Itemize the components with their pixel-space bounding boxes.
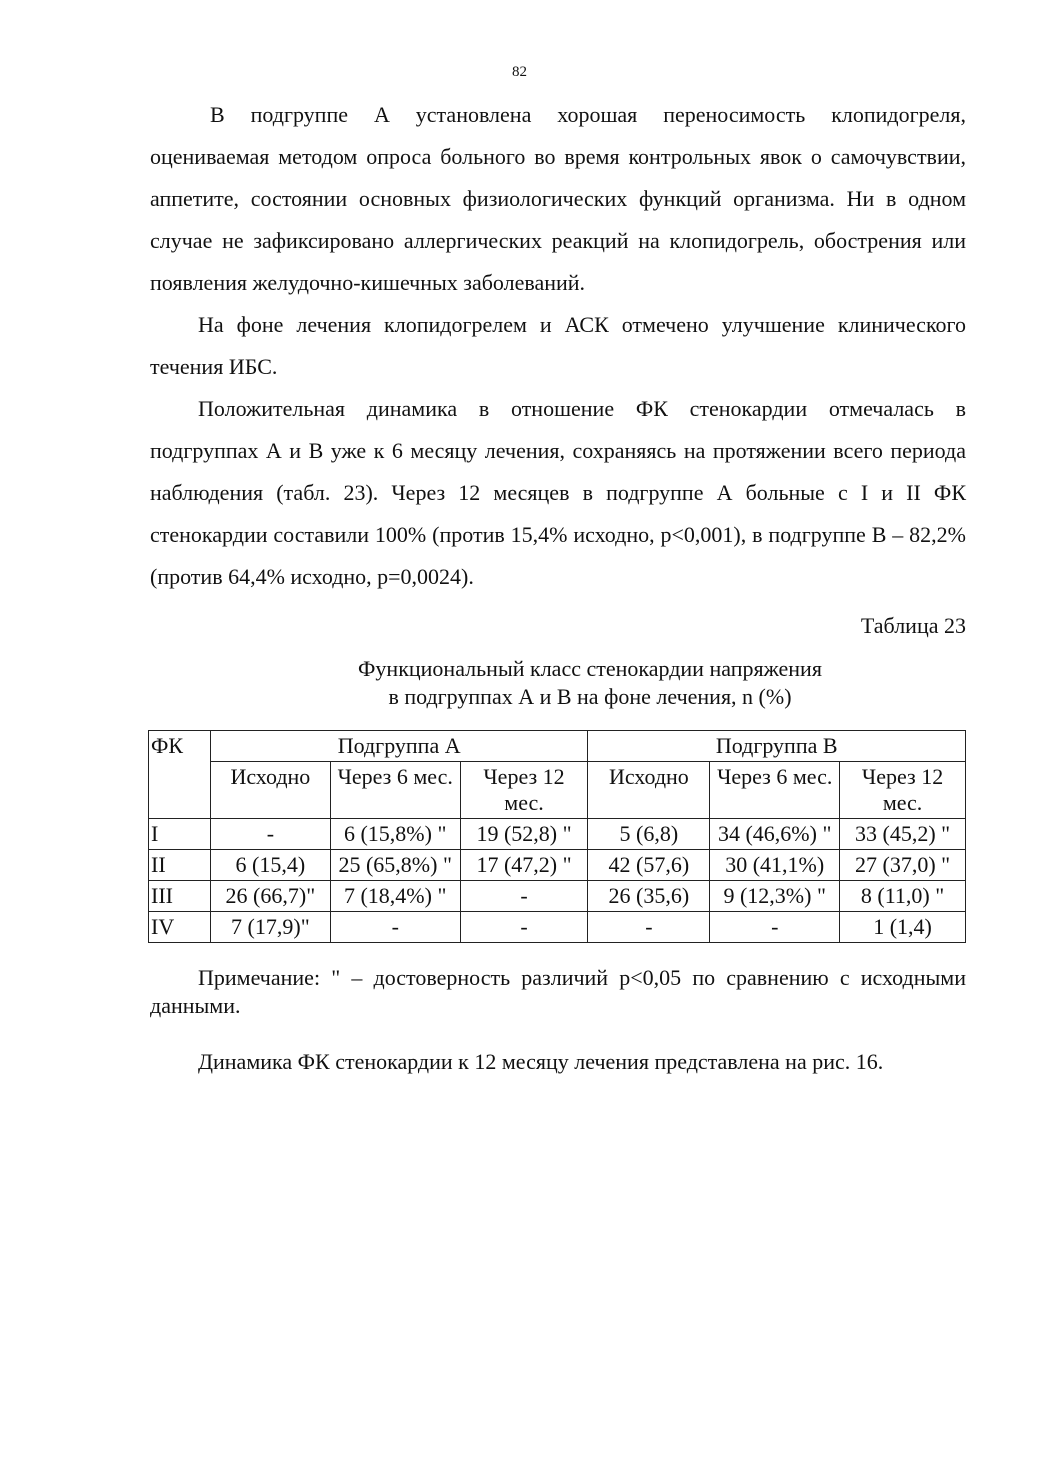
angina-class-table [148,730,966,943]
cell-b-12-months: 8 (11,0) " [840,881,966,912]
table-row [149,850,966,881]
cell-b-6-months: 30 (41,1%) [710,850,840,881]
header-group-b: Подгруппа В [588,731,966,762]
cell-b-baseline: 26 (35,6) [588,881,710,912]
header-a-6-months: Через 6 мес. [330,762,460,819]
cell-b-6-months: 9 (12,3%) " [710,881,840,912]
cell-a-6-months: 6 (15,8%) " [330,819,460,850]
header-group-a: Подгруппа А [210,731,588,762]
row-fk: I [149,819,211,850]
paragraph-dynamics: Положительная динамика в отношение ФК стенокардии отмечалась в подгруппах А и В уже к 6 месяцу лечения, сохраняясь на протяжении всего периода наблюдения (табл. 23). Через 12 месяцев в подгруппе А больные с I и II ФК стенокардии составили 100% (против 15,4% исходно, p<0,001), в подгруппе В – 82,2% (против 64,4% исходно, p=0,0024). [150,396,966,589]
cell-a-baseline: 7 (17,9)" [210,912,330,943]
paragraph-clinical-course: На фоне лечения клопидогрелем и АСК отмечено улучшение клинического течения ИБС. [150,312,966,379]
cell-a-12-months: - [460,912,588,943]
cell-a-6-months: 7 (18,4%) " [330,881,460,912]
cell-a-6-months: - [330,912,460,943]
row-fk: IV [149,912,211,943]
cell-a-6-months: 25 (65,8%) " [330,850,460,881]
table-note: Примечание: " – достоверность различий p<0,05 по сравнению с исходными данными. [150,965,966,1018]
cell-b-12-months: 1 (1,4) [840,912,966,943]
row-fk: III [149,881,211,912]
header-b-baseline: Исходно [588,762,710,819]
header-a-12-months: Через 12 мес. [460,762,588,819]
cell-a-baseline: 6 (15,4) [210,850,330,881]
cell-a-12-months: - [460,881,588,912]
cell-b-baseline: - [588,912,710,943]
table-header-row-groups [149,731,966,762]
header-a-baseline: Исходно [210,762,330,819]
cell-b-12-months: 27 (37,0) " [840,850,966,881]
page-number: 82 [512,64,527,80]
cell-b-12-months: 33 (45,2) " [840,819,966,850]
table-title [240,655,940,711]
cell-a-12-months: 17 (47,2) " [460,850,588,881]
cell-a-12-months: 19 (52,8) " [460,819,588,850]
table-row [149,819,966,850]
table-row [149,912,966,943]
cell-b-6-months: - [710,912,840,943]
table-title-line-2: в подгруппах А и В на фоне лечения, n (%) [388,684,792,709]
cell-a-baseline: - [210,819,330,850]
paragraph-tolerability: В подгруппе А установлена хорошая переносимость клопидогреля, оцениваемая методом опроса больного во время контрольных явок о самочувствии, аппетите, состоянии основных физиологических функций организма. Ни в одном случае не зафиксировано аллергических реакций на клопидогрель, обострения или появления желудочно-кишечных заболеваний. [150,102,966,295]
cell-b-baseline: 42 (57,6) [588,850,710,881]
row-fk: II [149,850,211,881]
table-row [149,881,966,912]
header-b-6-months: Через 6 мес. [710,762,840,819]
header-b-12-months: Через 12 мес. [840,762,966,819]
cell-b-baseline: 5 (6,8) [588,819,710,850]
table-label: Таблица 23 [860,613,966,638]
paragraph-figure-reference: Динамика ФК стенокардии к 12 месяцу лечения представлена на рис. 16. [198,1049,884,1074]
header-fk: ФК [149,731,211,819]
table-title-line-1: Функциональный класс стенокардии напряжения [358,656,822,681]
cell-b-6-months: 34 (46,6%) " [710,819,840,850]
table-header-row-periods [149,762,966,819]
cell-a-baseline: 26 (66,7)" [210,881,330,912]
